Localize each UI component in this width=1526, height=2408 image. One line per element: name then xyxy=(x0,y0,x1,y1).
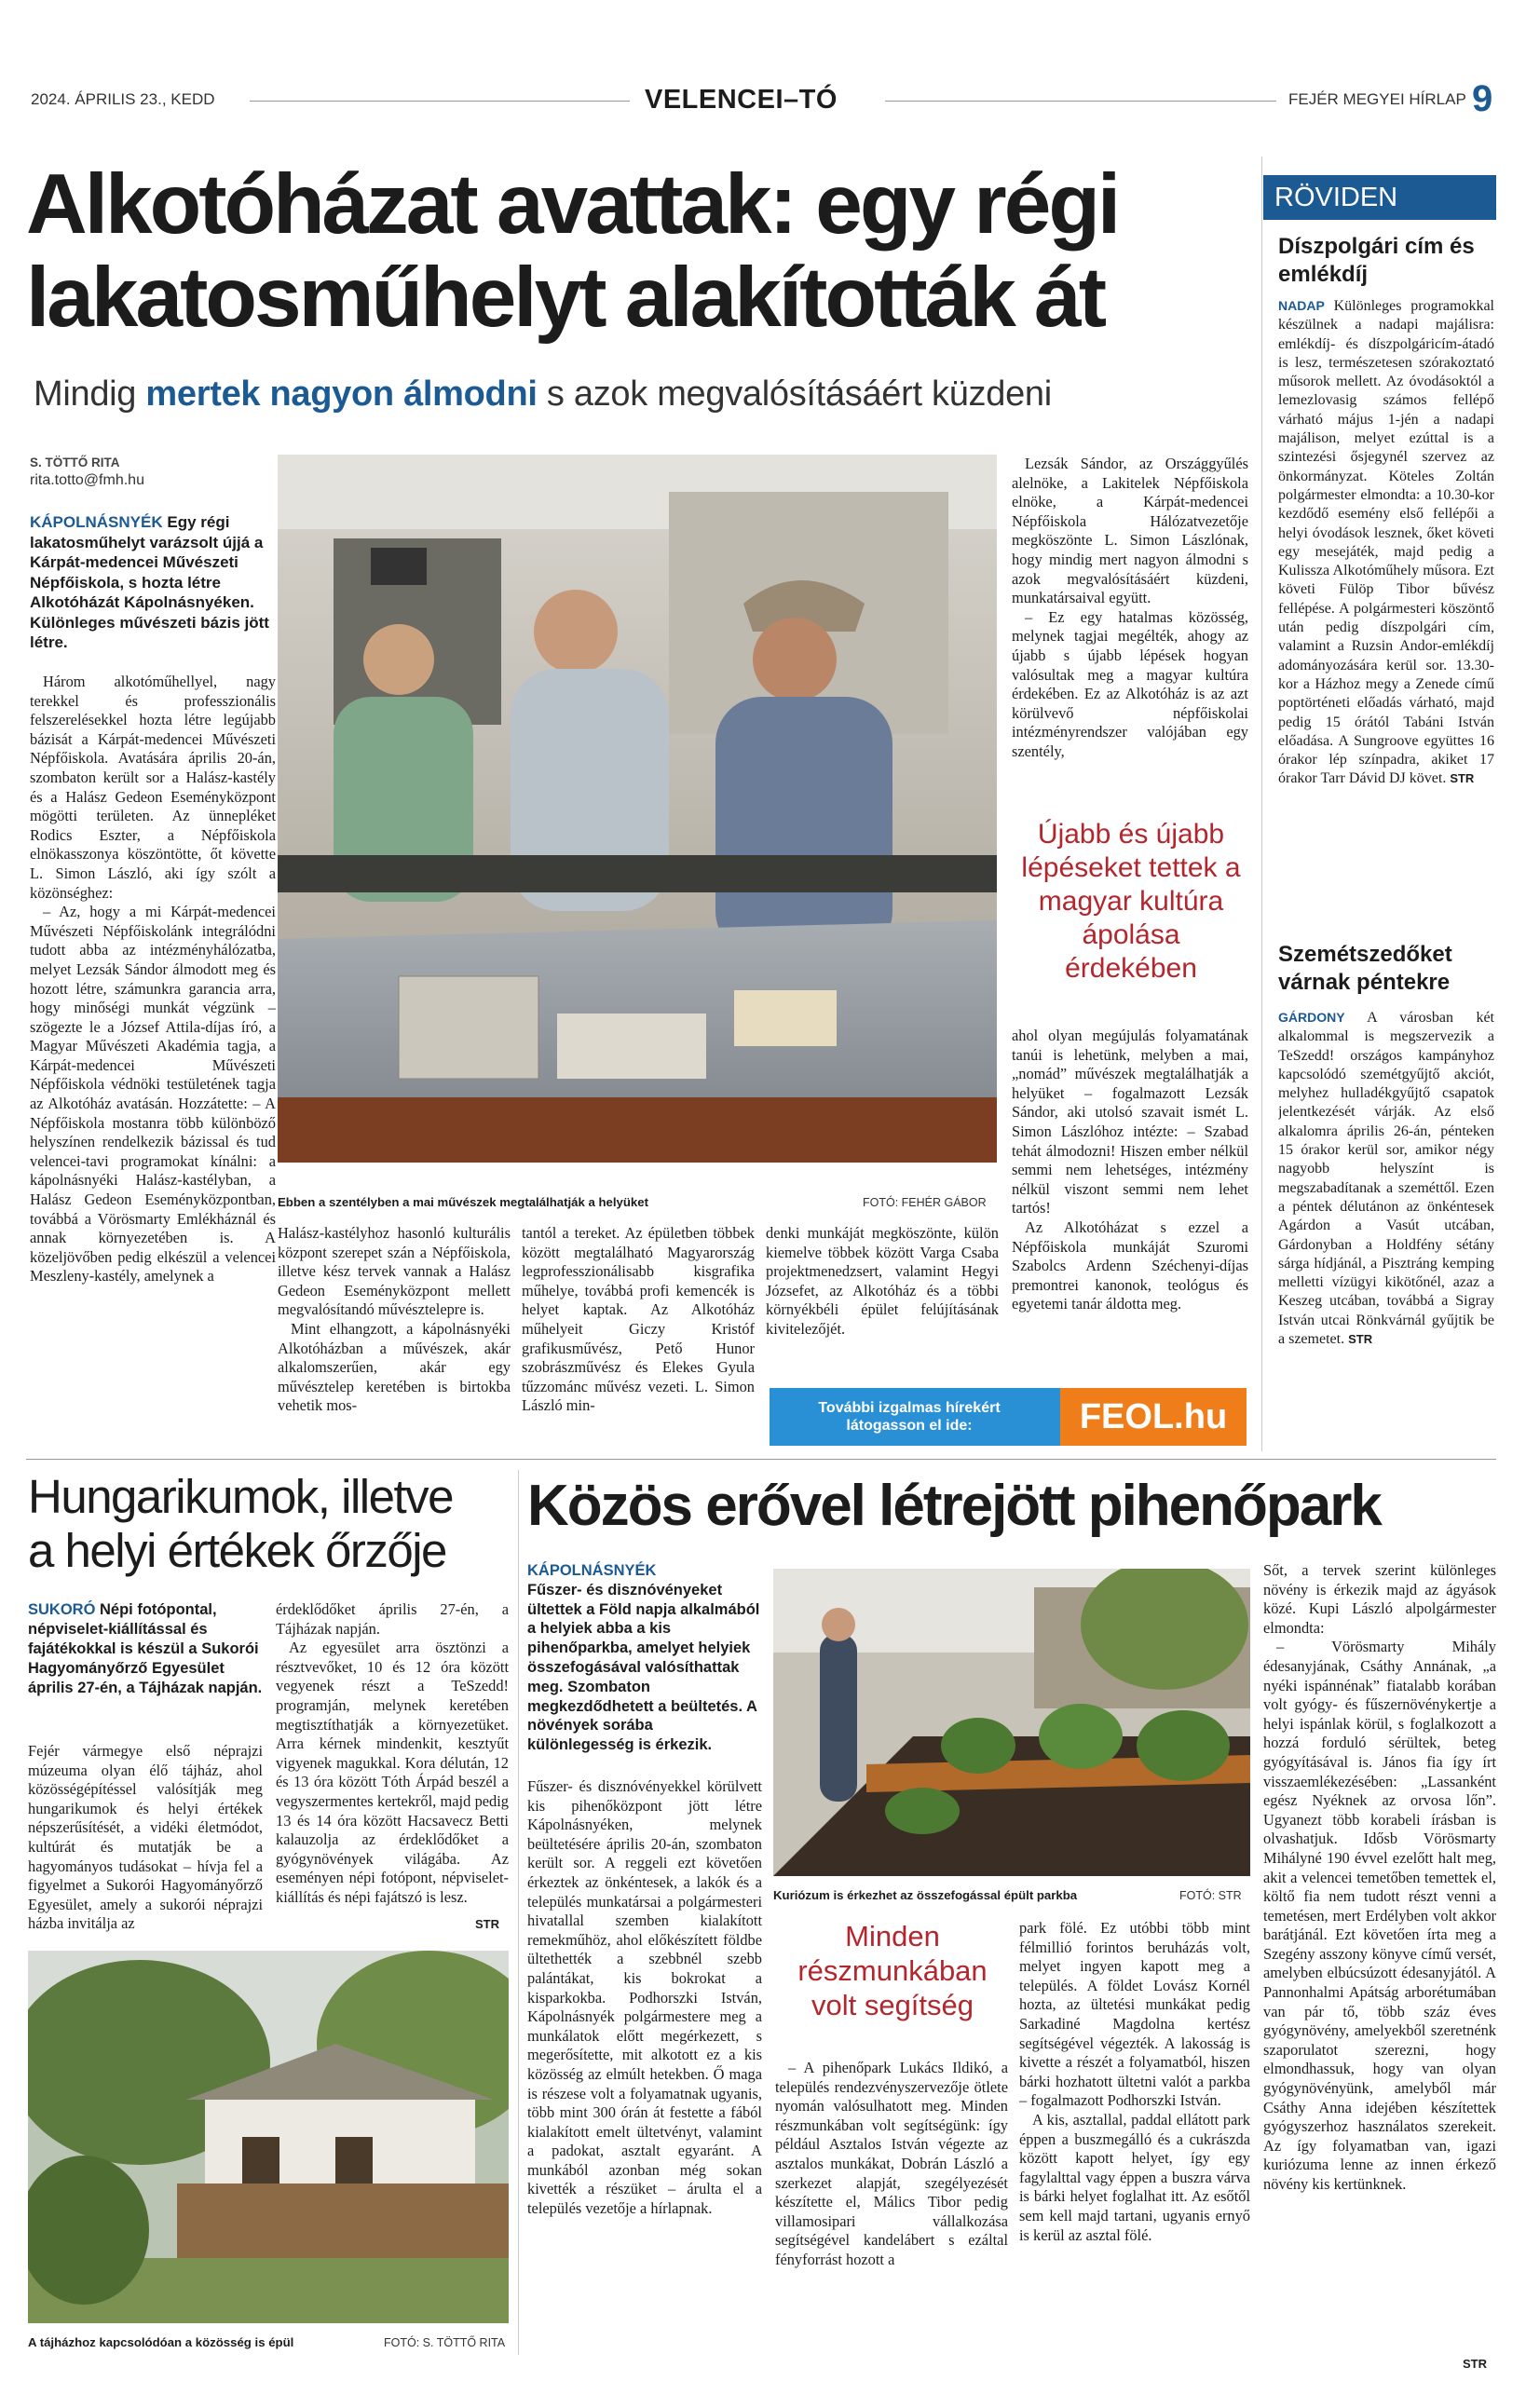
subtitle-highlight: mertek nagyon álmodni xyxy=(145,374,538,414)
article3-col1: Fűszer- és disznóvényekkel körülvett kis pihenőközpont jött létre Kápolnásnyéken, melynek beültetésére április 20-án, szombaton került sor. A reggeli ezt követően érkeztek az önkéntesek, a lakók és a település munkatársai a polgármesteri hivatallal szemben kialakított remekműhöz, ahol előkészített földbe ültethették a szebbnél szebb palántákat, kis bokrokat a kisparkokba. Podhorszki István, Kápolnásnyék polgármestere meg a munkálatok előtt megérkezett, s megerősítette, mit alkotott ez a kis közösség az elmúlt hetekben. Ő maga is részese volt a folyamatnak ugyanis, több mint 300 órán át festette a fából kialakított emelt ültetvényt, valamint a padokat, asztalt egyaránt. A munkából azonban még sokan kivették a részüket – árulta el a település vezetője a hírlapnak. xyxy=(527,1777,762,2218)
main-title-line1: Alkotóházat avattak: egy régi xyxy=(26,157,1119,252)
article2-str: STR xyxy=(475,1917,499,1931)
sidebar-item1-place: NADAP xyxy=(1278,298,1325,313)
header-rule-right xyxy=(885,101,1276,102)
sidebar-item1-title: Díszpolgári cím és emlékdíj xyxy=(1278,234,1475,287)
main-col4-mid: ahol olyan megújulás folyamatának tanúi is lehetünk, melyben a mai, „nomád” művészek megtalálhatják a helyüket – fogalmazott Lezsák Sándor, aki utolsó szavait ismét L. Simon Lászlóhoz intézte: – Szabad tehát álmodozni! Hiszen ember nélkül semmi nem lehetséges, intézmény nélkül viszont semmi nem lehet tartós! Az Alkotóházat s ezzel a Népfőiskola munkáját Szuromi Szabolcs Ardenn Széchenyi-díjas premontrei kanonok, teológus és egyetemi tanár áldotta meg. xyxy=(1012,1027,1248,1313)
main-title-line2: lakatosműhelyt alakították át xyxy=(26,251,1105,345)
feol-ad-brand: FEOL.hu xyxy=(1060,1388,1247,1446)
main-col3: tantól a tereket. Az épületben többek között megtalálható Magyarország legprofesszionálisabb kisgrafika műhelye, továbbá profi kemencék is helyet kaptak. Az Alkotóház műhelyeit Giczy Kristóf grafikusművész, Pető Hunor szobrászművész és Elekes Gyula tűzzománc művész vezeti. L. Simon László min- xyxy=(522,1224,755,1415)
article2-title: Hungarikumok, illetve a helyi értékek őrzője xyxy=(28,1470,454,1577)
article3-photo-credit: FOTÓ: STR xyxy=(1179,1889,1242,1902)
main-col4-bottom: denki munkáját megköszönte, külön kiemelve többek között Varga Csaba projektmenedzsert, valamint Hegyi Józsefet, az Alkotóház és a többi környékbéli épület felújításának kivitelezőjét. xyxy=(766,1224,999,1338)
main-photo xyxy=(278,455,997,1163)
tajhaz-photo-image xyxy=(28,1951,509,2323)
main-photo-caption: Ebben a szentélyben a mai művészek megtalálhatják a helyüket xyxy=(278,1195,648,1209)
main-photo-credit: FOTÓ: FEHÉR GÁBOR xyxy=(863,1196,987,1209)
header-date: 2024. ÁPRILIS 23., KEDD xyxy=(31,90,215,108)
feol-ad[interactable] xyxy=(770,1388,1247,1446)
article2-lead: SUKORÓ Népi fotópontal, népviselet-kiállítással és fajátékokkal is készül a Sukorói Hagyományőrző Egyesület április 27-én, a Tájházak napján. xyxy=(28,1601,263,1696)
header-paper: FEJÉR MEGYEI HÍRLAP xyxy=(1288,90,1466,108)
article2-col2: érdeklődőket április 27-én, a Tájházak napján. Az egyesület arra ösztönzi a résztvevőket, 10 és 12 óra között vegyenek részt a TeSzedd! programján, melynek keretében megtisztíthatják a környezetüket. Arra kérnek mindenkit, kesztyűt vigyenek magukkal. Kora délután, 12 és 13 óra között Tóth Árpád beszél a vegyszermentes kertekről, majd pedig 13 és 14 óra között Hacsavecz Betti kalauzolja az érdeklődőket a gyógynövények világába. Az eseményen népi fotópont, népviselet-kiállítás és népi fajátszó is lesz. xyxy=(276,1600,509,1906)
author-email[interactable]: rita.totto@fmh.hu xyxy=(30,472,144,488)
article3-str: STR xyxy=(1463,2357,1487,2371)
lead-place: KÁPOLNÁSNYÉK xyxy=(30,513,163,531)
feol-ad-text: További izgalmas hírekért látogasson el ide: xyxy=(818,1400,1001,1434)
article3-col3: park fölé. Ez utóbbi több mint félmillió forintos beruházás volt, melyet ingyen kapott meg a település. A földet Lovász Kornél hozta, az ültetési munkákat pedig Sarkadiné Magdolna kertész segítségével végezték. A lakosság is kivette a részét a folyamatból, hiszen bárki hozhatott ültetni valót a parkba – fogalmazott Podhorszki István. A kis, asztallal, paddal ellátott park éppen a buszmegálló és a cukrászda között kapott helyet, így egy fagylalttal vagy éppen a buszra várva is bárki helyet foglalhat itt. Az esőtől sem kell majd tartani, ugyanis ernyő is kerül az asztal fölé. xyxy=(1019,1919,1250,2244)
article3-col4: Sőt, a tervek szerint különleges növény is érkezik majd az ágyások közé. Kupi László alpolgármester elmondta: – Vörösmarty Mihály édesanyjának, Csáthy Annának, „a nyéki ispánnénak” fiatalabb korában volt gyógy- és fűszernövénykertje a helyi ispánlak körül, s foglalkozott a hozzá forduló sérültek, beteg gyógyításával is. János fia így írt visszaemlékezésében: „Lassanként egész Nyéknek az orvosa lőn”. Ugyanezt több korabeli írásban is olvashatjuk. Idősb Vörösmarty Mihályné 190 évvel ezelőtt halt meg, akit a velencei temetőben temettek el, költő fia nem tudott részt venni a temetésen, mert Erdélyben volt akkor barátjánál. Ezt követően írta meg a Szegény asszony könyve című versét, amelyben elbúcsúzott édesanyjától. A Pannonhalmi Apátság arborétumában van pár tő, több száz éves gyógynövény, amelyekből szeretnénk szaporulatot szerezni, hogy elmondhassuk, hogy van olyan gyógynövényünk, amelyből már Csáthy Anna idejében készítettek gyógyszerhoz használatos szerekeit. Az így folyamatban van, igazi kuriózuma lenne az innen érkező növény kis kertünknek. xyxy=(1263,1561,1496,2193)
main-lead: KÁPOLNÁSNYÉK Egy régi lakatosműhelyt varázsolt újjá a Kárpát-medencei Művészeti Népfőiskola, s hozta létre Alkotóházát Kápolnásnyéken. Különleges művészeti bázis jött létre. xyxy=(30,513,269,651)
main-col4-top: Lezsák Sándor, az Országgyűlés alelnöke, a Lakitelek Népfőiskola elnöke, a Kárpát-medencei Népfőiskola Hálózatvezetője megköszönte L. Simon Lászlónak, hogy mindig mert nagyon álmodni s azok megvalósításáért küzdeni, munkatársaival együtt. – Ez egy hatalmas közösség, melynek tagjai megélték, ahogy az újabb s újabb lépések hogyan valósultak meg a magyar kultúra érdekében. Ez az Alkotóház is az azt körülvevő népfőiskolai intézményrendszer valójában egy szentély, xyxy=(1012,455,1248,760)
sidebar-item1-body: NADAP Különleges programokkal készülnek a nadapi majálisra: emlékdíj- és díszpolgáricím-átadó is lesz, természetesen szórakoztató műsorok mellett. Az óvodásoktól a lemezlovasig számos fellépő várható május 1-jén a nadapi majálison, melyet ezúttal is a szintezési ősjegynél szervez az önkormányzat. Köteles Zoltán polgármester elmondta: a 10.30-kor kezdődő esemény első fellépői a helyi óvodások lesznek, őket követi egy mesejáték, majd pedig a Kulissza Alkotóműhely műsora. Ezt követi Fülöp Tibor bűvész fellépése. A polgármesteri köszöntő után pedig díszpolgári cím, valamint a Ruzsin Andor-emlékdíj adományozására kerül sor. 13.30-kor a Házhoz megy a Zenede című poptörténeti előadás várható, majd pedig 15 órától Tabáni István előadása. A Sungroove együttes 16 órakor lép színpadra, akiket 17 órakor Tarr Dávid DJ követ. STR xyxy=(1278,298,1494,787)
main-pullquote: Újabb és újabb lépéseket tettek a magyar kultúra ápolása érdekében xyxy=(1021,819,1241,984)
sidebar-header: RÖVIDEN xyxy=(1263,175,1496,220)
sidebar-rule xyxy=(1261,156,1262,1451)
article3-photo xyxy=(773,1569,1250,1876)
article3-pullquote: Minden részmunkában volt segítség xyxy=(797,1920,988,2021)
article3-photo-caption: Kuriózum is érkezhet az összefogással épült parkba xyxy=(773,1888,1078,1902)
main-title xyxy=(26,158,1256,345)
header-rule-left xyxy=(250,101,630,102)
author-name: S. TÖTTŐ RITA xyxy=(30,456,120,469)
park-photo-image xyxy=(773,1569,1250,1876)
sidebar-item2-title: Szemétszedőket várnak péntekre xyxy=(1278,942,1452,995)
article2-col1: Fejér vármegye első néprajzi múzeuma olyan élő tájház, ahol közösségépítéssel valósítják meg hungarikumok és helyi értékek népszerűsítését, a vidéki életmódot, kultúrát és mutatják be a hagyományos tudásokat – hívja fel a figyelmet a Sukorói Hagyományőrző Egyesület, amely a sukorói néprajzi házba invitálja az xyxy=(28,1742,263,1933)
article2-photo-credit: FOTÓ: S. TÖTTŐ RITA xyxy=(384,2336,506,2349)
article3-title: Közös erővel létrejött pihenőpark xyxy=(527,1474,1381,1538)
article3-col2: – A pihenőpark Lukács Ildikó, a település rendezvényszervezője ötlete nyomán valósulhatott meg. Minden részmunkában volt segítségünk: így például Asztalos István végezte az asztalos munkákat, Dobrán László a szerkezet alapját, szegélyezését készítette el, Málics Tibor pedig villamosipari vállalkozása segítségével kandelábert s ezáltal fényforrást hozott a xyxy=(775,2059,1008,2268)
main-col2: Halász-kastélyhoz hasonló kulturális központ szerepet szán a Népfőiskola, illetve kész tervek vannak a Halász Gedeon Eseményközpont mellett megvalósítandó művésztelepre is. Mint elhangzott, a kápolnásnyéki Alkotóházban a művészek, akár alkalomszerűen, akár egy művésztelep keretében is birtokba vehetik mos- xyxy=(278,1224,511,1415)
sidebar-item2-body: GÁRDONY A városban két alkalommal is megszervezik a TeSzedd! országos kampányhoz kapcsolódó szemétgyűjtő akciót, melyhez hulladékgyűjtő csapatok jelentkezését várják. Az első alkalomra április 26-án, pénteken 15 órakor kerül sor, amikor négy nagyobb helyszínt is megszabadítanak a szeméttől. Ezen a péntek délutánon az önkéntesek Agárdon a Vasút utcában, Gárdonyban a Holdfény sétány sárga hídjánál, a Pisztráng kemping melletti vízügyi kikötőnél, azaz a Keszeg utcában, továbbá a Sigray István utcai Rönkvárnál gyűjtik be a szemetet. STR xyxy=(1278,1010,1494,1348)
article3-lead: KÁPOLNÁSNYÉK Fűszer- és disznóvényeket ültettek a Föld napja alkalmából a helyiek abba a kis pihenőparkba, amelyet helyiek összefogásával valósíthattak meg. Szombaton megkezdődhetett a beültetés. A növények sorába különlegesség is érkezik. xyxy=(527,1562,760,1754)
article2-photo xyxy=(28,1951,509,2323)
main-photo-image xyxy=(278,455,997,1163)
sidebar-item2-place: GÁRDONY xyxy=(1278,1010,1345,1025)
article2-photo-caption: A tájházhoz kapcsolódóan a közösség is épül xyxy=(28,2335,294,2349)
main-col1: Három alkotóműhellyel, nagy terekkel és professzionális felszerelésekkel hozta létre legújabb bázisát a Kárpát-medencei Művészeti Népfőiskola. Avatására április 20-án, szombaton került sor a Halász-kastély és a Halász Gedeon Eseményközpont mögötti területen. Az ünnepléket Rodics Eszter, a Népfőiskola elnökasszonya köszöntötte, őt követte L. Simon László, aki így szólt a közönséghez: – Az, hogy a mi Kárpát-medencei Művészeti Népfőiskolánk integrálódni tudott abba az intézményhálózatba, melyet Lezsák Sándor álmodott meg és hozott létre, számunkra garancia arra, hogy minőségi munkát végzünk – szögezte le a József Attila-díjas író, a Magyar Művészeti Akadémia tagja, a Kárpát-medencei Művészeti Népfőiskola védnöki testületének tagja az Alkotóház avatásán. Hozzátette: – A Népfőiskola mostanra több különböző helyszínen rendelkezik bázissal és tud velencei-tavi programokat kínálni: a kápolnásnyéki Halász-kastélyban, a Halász Gedeon Eseményközpontban, továbbá a Vörösmarty Emlékháznál és annak környezetében is. A közeljövőben pedig elkészül a velencei Meszleny-kastély, amelynek a xyxy=(30,673,276,1286)
page-number: 9 xyxy=(1472,78,1493,119)
section-divider xyxy=(26,1459,1496,1460)
main-subtitle: Mindig mertek nagyon álmodni s azok megvalósításáért küzdeni xyxy=(34,374,1052,414)
article2-rule xyxy=(518,1470,519,2355)
header-section: VELENCEI–TÓ xyxy=(645,85,838,115)
